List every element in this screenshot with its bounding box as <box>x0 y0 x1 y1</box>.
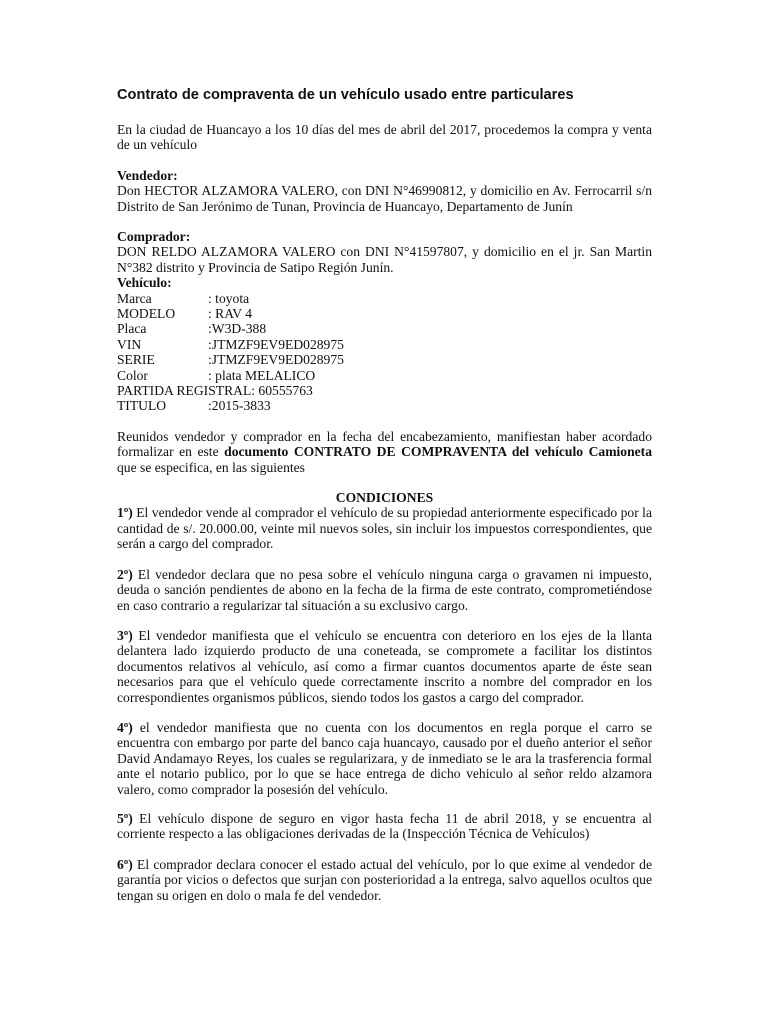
condition-number: 2º) <box>117 567 133 582</box>
condition-number: 6º) <box>117 857 133 872</box>
intro-paragraph: En la ciudad de Huancayo a los 10 días del mes de abril del 2017, procedemos la compra y venta de un vehículo <box>117 122 652 153</box>
vehicle-row-value: : plata MELALICO <box>208 367 316 383</box>
condition-text: El vendedor manifiesta que el vehículo se encuentra con deterioro en los ejes de la llanta delantera lado izquierdo producto de una coneteada, se compromete a facilitar los distintos documentos relativos al vehículo, así como a firmar cuantos documentos aparte de éste sean necesarios para que el vehículo quede correctamente inscrito a nombre del comprador en los correspondientes organismos públicos, siendo todos los gastos a cargo del comprador. <box>117 628 652 705</box>
condition-item <box>117 505 652 551</box>
vehicle-row-value: :JTMZF9EV9ED028975 <box>208 352 344 368</box>
vehicle-row <box>117 306 652 321</box>
buyer-label: Comprador: <box>117 229 191 244</box>
condition-text: El vehículo dispone de seguro en vigor hasta fecha 11 de abril 2018, y se encuentra al corriente respecto a las obligaciones derivadas de la (Inspección Técnica de Vehículos) <box>117 811 652 842</box>
condition-item <box>117 857 652 903</box>
vehicle-row-key: Placa <box>117 321 147 337</box>
condition-number: 5º) <box>117 811 133 826</box>
vehicle-row-key: SERIE <box>117 352 155 368</box>
vehicle-row <box>117 368 652 383</box>
condition-number: 4º) <box>117 720 133 735</box>
condition-item <box>117 720 652 797</box>
seller-label: Vendedor: <box>117 168 178 183</box>
vehicle-row <box>117 337 652 352</box>
condition-text: El comprador declara conocer el estado actual del vehículo, por lo que exime al vendedor de garantía por vicios o defectos que surjan con posterioridad a la entrega, salvo aquellos ocultos que tengan su origen en dolo o mala fe del vendedor. <box>117 857 652 903</box>
vehicle-row-value: : toyota <box>208 290 250 306</box>
buyer-section <box>117 229 652 414</box>
vehicle-row-titulo <box>117 398 652 413</box>
condition-number: 3º) <box>117 628 133 643</box>
vehicle-row-value: :JTMZF9EV9ED028975 <box>208 336 344 352</box>
meeting-text-2: que se especifica, en las siguientes <box>117 459 305 475</box>
seller-text: Don HECTOR ALZAMORA VALERO, con DNI N°46990812, y domicilio en Av. Ferrocarril s/n Distrito de San Jerónimo de Tunan, Provincia de Huancayo, Departamento de Junín <box>117 183 652 214</box>
vehicle-row <box>117 352 652 367</box>
condition-text: El vendedor declara que no pesa sobre el vehículo ninguna carga o gravamen ni impuesto, deuda o sanción pendientes de abono en la fecha de la firma de este contrato, comprometiéndose en caso contrario a regularizar tal situación a su exclusivo cargo. <box>117 567 652 613</box>
condition-text: El vendedor vende al comprador el vehículo de su propiedad anteriormente especificado por la cantidad de s/. 20.000.00, veinte mil nuevos soles, sin incluir los impuestos correspondientes, que serán a cargo del comprador. <box>117 505 652 552</box>
vehicle-row <box>117 291 652 306</box>
condition-number: 1º) <box>117 505 133 521</box>
partida-registral: PARTIDA REGISTRAL: 60555763 <box>117 383 313 399</box>
vehicle-row-value: : RAV 4 <box>208 306 253 322</box>
vehicle-label: Vehículo: <box>117 275 172 291</box>
condition-item <box>117 567 652 613</box>
vehicle-row-key: MODELO <box>117 306 176 322</box>
meeting-text-1: Reunidos vendedor y comprador en la fecha del encabezamiento, manifiestan haber acordado formalizar en este <box>117 429 652 460</box>
vehicle-row-key: Color <box>117 367 148 383</box>
condition-text: el vendedor manifiesta que no cuenta con los documentos en regla porque el carro se encuentra con embargo por parte del banco caja huancayo, causado por el dueño anterior el señor David Andamayo Reyes, los cuales se regularizara, y de inmediato se le ara la trasferencia formal ante el notario publico, por lo que se hace entrega de dicho vehiculo al señor reldo alzamora valero, como comprador la posesión del vehículo. <box>117 720 652 797</box>
condition-item <box>117 628 652 705</box>
conditions-heading: CONDICIONES <box>335 490 434 505</box>
buyer-text: DON RELDO ALZAMORA VALERO con DNI N°41597807, y domicilio en el jr. San Martin N°382 distrito y Provincia de Satipo Región Junín. <box>117 244 652 275</box>
vehicle-row-key: VIN <box>117 336 142 352</box>
meeting-text-bold: documento CONTRATO DE COMPRAVENTA del vehículo Camioneta <box>224 444 653 460</box>
vehicle-row-value: :2015-3833 <box>208 398 271 414</box>
vehicle-row-key: TITULO <box>117 398 167 414</box>
meeting-paragraph <box>117 429 652 475</box>
vehicle-row <box>117 321 652 336</box>
seller-section <box>117 168 652 214</box>
conditions-section <box>117 490 652 552</box>
condition-item <box>117 811 652 842</box>
vehicle-row-value: :W3D-388 <box>208 321 267 337</box>
vehicle-row-key: Marca <box>117 290 152 306</box>
document-title: Contrato de compraventa de un vehículo usado entre particulares <box>117 87 574 103</box>
